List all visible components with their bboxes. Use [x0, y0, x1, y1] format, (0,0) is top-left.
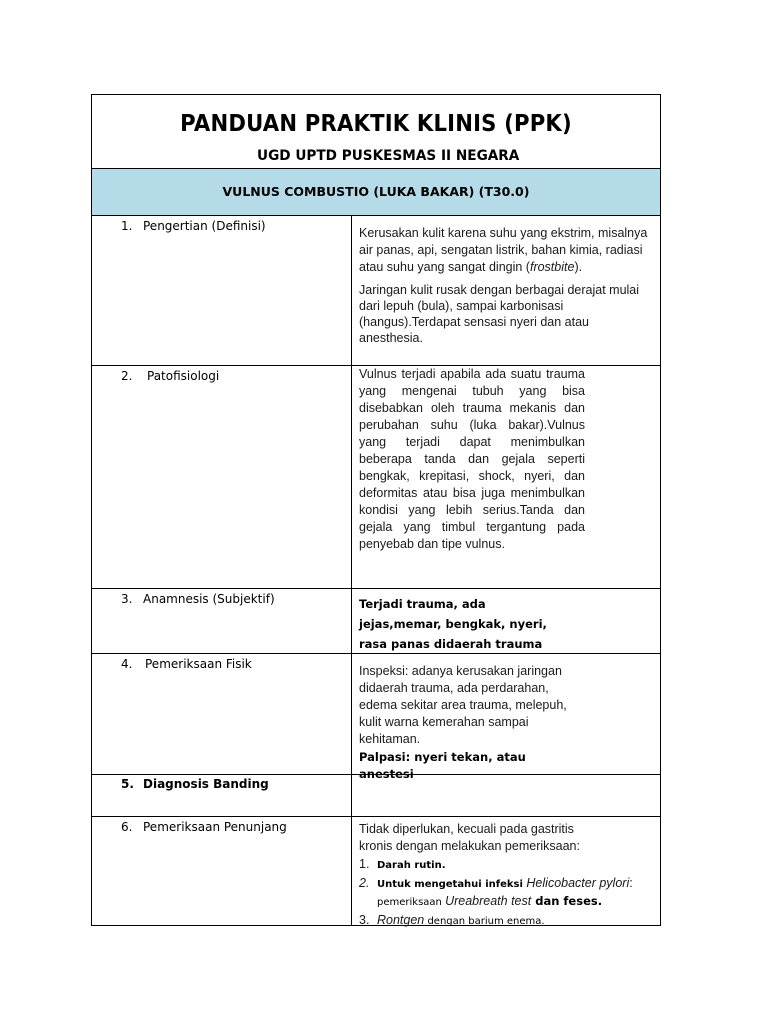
row-label: 4. Pemeriksaan Fisik — [92, 654, 352, 774]
inspeksi-text: Inspeksi: adanya kerusakan jaringan didaerah trauma, ada perdarahan, edema sekitar area trauma, melepuh, kulit warna kemerahan sampai kehitaman. — [359, 664, 567, 746]
row-value — [352, 654, 660, 781]
document-subtitle: UGD UPTD PUSKESMAS II NEGARA — [257, 148, 520, 164]
table-row-patofisiologi — [92, 366, 660, 589]
row-label: 3. Anamnesis (Subjektif) — [92, 589, 352, 653]
row-label: 1. Pengertian (Definisi) — [92, 216, 352, 365]
list-item-continuation: pemeriksaan Ureabreath test dan feses. — [377, 894, 603, 908]
table-row-diagnosis-banding — [92, 775, 660, 817]
row-value: Vulnus terjadi apabila ada suatu trauma yang mengenai tubuh yang bisa disebabkan oleh trauma mekanis dan perubahan suhu (luka bakar).Vulnus yang terjadi dapat menimbulkan beberapa tanda dan gejala seperti bengkak, krepitasi, shock, nyeri, dan deformitas atau bisa juga menimbulkan kondisi yang lebih serius.Tanda dan gejala yang timbul tergantung pada penyebab dan tipe vulnus. — [359, 367, 585, 551]
table-row-pengertian — [92, 216, 660, 366]
palpasi-text: Palpasi: nyeri tekan, atau anestesi — [359, 750, 526, 781]
row-label: 6. Pemeriksaan Penunjang — [92, 817, 352, 925]
definition-paragraph-1: Kerusakan kulit karena suhu yang ekstrim, misalnya air panas, api, sengatan listrik, bahan kimia, radiasi atau suhu yang sangat dingin (frostbite). — [359, 226, 648, 274]
list-item: 1. Darah rutin. — [359, 857, 446, 871]
row-label: 5. Diagnosis Banding — [92, 775, 352, 816]
row-value — [352, 817, 660, 925]
table-row-pemeriksaan-penunjang — [92, 817, 660, 925]
table-row-pemeriksaan-fisik — [92, 654, 660, 781]
row-label: 2. Patofisiologi — [92, 366, 352, 588]
document-title: PANDUAN PRAKTIK KLINIS (PPK) — [180, 111, 572, 137]
table-row-anamnesis — [92, 589, 660, 654]
document-header — [92, 95, 660, 169]
list-item: 2. Untuk mengetahui infeksi Helicobacter pylori: — [359, 876, 633, 890]
row-value — [352, 216, 660, 365]
section-title: VULNUS COMBUSTIO (LUKA BAKAR) (T30.0) — [92, 169, 660, 216]
row-value — [352, 775, 660, 816]
ppk-document — [91, 94, 661, 926]
penunjang-intro: Tidak diperlukan, kecuali pada gastritis kronis dengan melakukan pemeriksaan: — [359, 822, 580, 853]
list-item: 3. Rontgen dengan barium enema. — [359, 913, 545, 927]
definition-paragraph-2: Jaringan kulit rusak dengan berbagai derajat mulai dari lepuh (bula), sampai karbonisasi (hangus).Terdapat sensasi nyeri dan atau anesthesia. — [359, 283, 640, 345]
row-value: Terjadi trauma, ada jejas,memar, bengkak, nyeri, rasa panas didaerah trauma — [359, 597, 547, 651]
